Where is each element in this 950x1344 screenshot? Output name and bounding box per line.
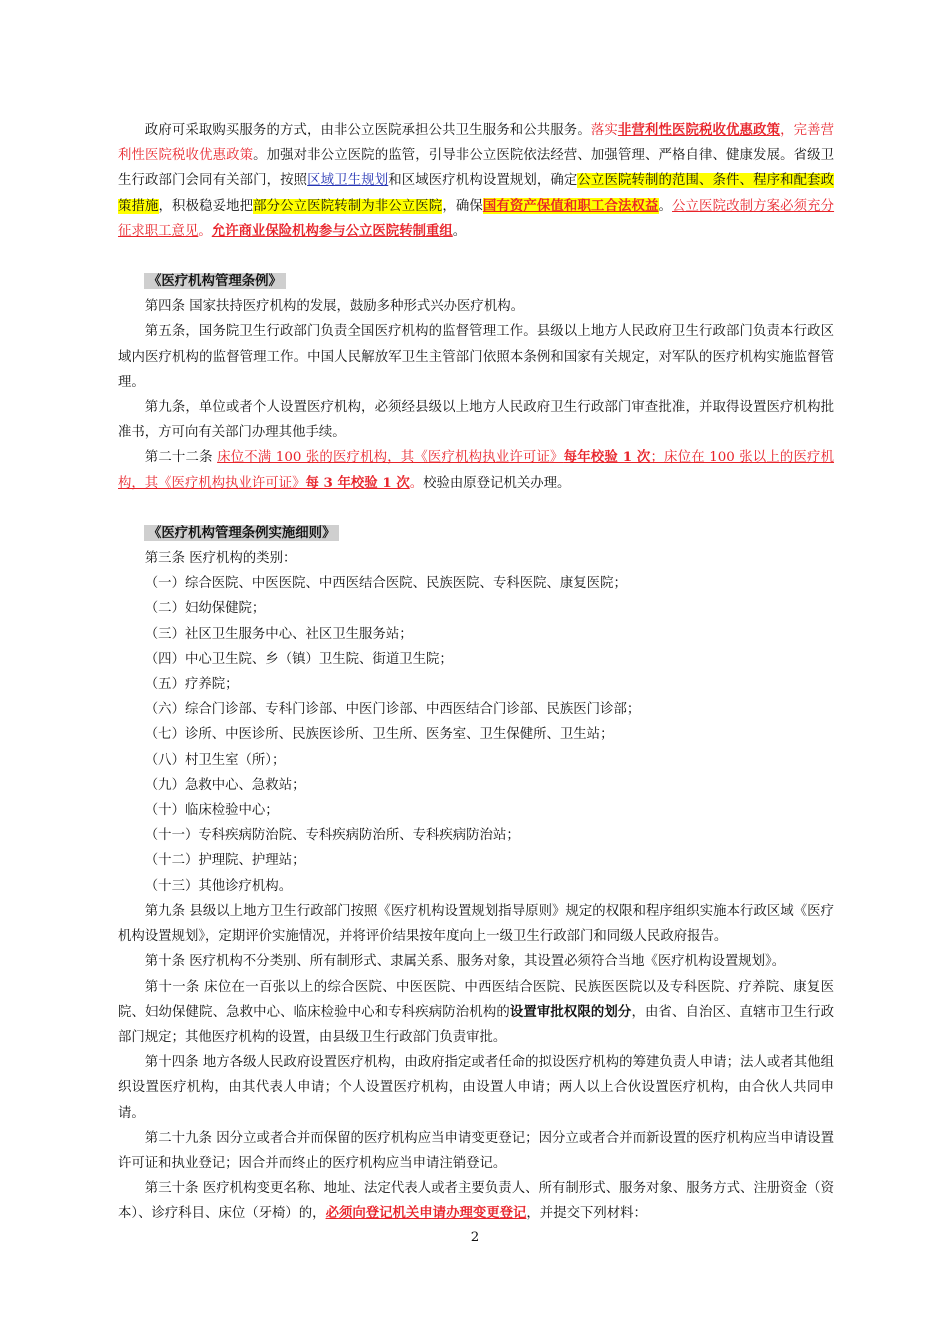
article-5: 第五条，国务院卫生行政部门负责全国医疗机构的监督管理工作。县级以上地方人民政府卫生行政部门负责本行政区域内医疗机构的监督管理工作。中国人民解放军卫生主管部门依照本条例和国家有关规定，对军队的医疗机构实施监督管理。 bbox=[118, 324, 834, 390]
bold-text: 设置审批权限的划分 bbox=[509, 1003, 632, 1020]
emphasis-text: 每年校验 1 次 bbox=[563, 449, 651, 466]
emphasis-text: 公立医院改制方案必须充分征求职工意见 bbox=[118, 198, 835, 239]
category-item: （一）综合医院、中医医院、中西医结合医院、民族医院、专科医院、康复医院； bbox=[144, 576, 627, 592]
text-span: 第十一条 床位在一百张以上的综合医院、中医医院、中西医结合医院、民族医医院以及专科医院、疗养院、康复医院、妇幼保健院、急救中心、临床检验中心和专科疾病防治机构的 bbox=[118, 979, 834, 1020]
impl-article-30 bbox=[118, 1176, 834, 1226]
highlighted-text: 国有资产保值和职工合法权益 bbox=[482, 197, 659, 214]
category-item: （十二）护理院、护理站； bbox=[144, 853, 306, 869]
section-title-implementation-rules: 《医疗机构管理条例实施细则》 bbox=[144, 525, 339, 541]
text-span: 政府可采取购买服务的方式，由非公立医院承担公共卫生服务和公共服务。 bbox=[144, 123, 591, 138]
category-item: （十一）专科疾病防治院、专科疾病防治所、专科疾病防治站； bbox=[144, 828, 520, 844]
highlighted-text: 公立医院转制的范围、条件、程序和配套政策措施 bbox=[118, 173, 835, 214]
text-span: ，积极稳妥地把 bbox=[158, 198, 254, 214]
article-9: 第九条，单位或者个人设置医疗机构，必须经县级以上地方人民政府卫生行政部门审查批准，并取得设置医疗机构批准书，方可向有关部门办理其他手续。 bbox=[118, 400, 834, 441]
emphasis-text: 必须向登记机关申请办理变更登记 bbox=[325, 1205, 527, 1222]
text-span: 。 bbox=[452, 223, 467, 239]
text-span: 落实 bbox=[590, 123, 618, 138]
category-item: （五）疗养院； bbox=[144, 677, 239, 693]
text-span: ，并提交下列材料： bbox=[526, 1206, 647, 1222]
category-item: （二）妇幼保健院； bbox=[144, 601, 266, 617]
article-4: 第四条 国家扶持医疗机构的发展，鼓励多种形式兴办医疗机构。 bbox=[144, 299, 524, 315]
spacer bbox=[118, 496, 834, 521]
impl-article-11 bbox=[118, 975, 834, 1051]
category-item: （六）综合门诊部、专科门诊部、中医门诊部、中西医结合门诊部、民族医门诊部； bbox=[144, 702, 641, 718]
article-3: 第三条 医疗机构的类别： bbox=[144, 551, 297, 567]
text-span: 。加强对非公立医院的监管，引导非公立医院依法经营、加强管理、严格自律、健康发展。省级卫生行政部门会同有关部门，按照 bbox=[118, 148, 835, 189]
category-item: （七）诊所、中医诊所、民族医诊所、卫生所、医务室、卫生保健所、卫生站； bbox=[144, 727, 614, 743]
impl-article-29: 第二十九条 因分立或者合并而保留的医疗机构应当申请变更登记；因分立或者合并而新设置的医疗机构应当申请设置许可证和执业登记；因合并而终止的医疗机构应当申请注销登记。 bbox=[118, 1130, 834, 1171]
impl-article-9: 第九条 县级以上地方卫生行政部门按照《医疗机构设置规划指导原则》规定的权限和程序组织实施本行政区域《医疗机构设置规划》，定期评价实施情况，并将评价结果按年度向上一级卫生行政部门和同级人民政府报告。 bbox=[118, 903, 834, 945]
category-item: （八）村卫生室（所）； bbox=[144, 752, 286, 768]
text-span: 。 bbox=[658, 198, 673, 214]
text-span: 校验由原登记机关办理。 bbox=[423, 475, 571, 491]
category-item: （十）临床检验中心； bbox=[144, 803, 279, 819]
regional-health-plan-link[interactable]: 区域卫生规划 bbox=[307, 173, 389, 189]
spacer bbox=[118, 244, 834, 269]
article-label: 第二十二条 bbox=[144, 450, 218, 466]
text-span: ，确保 bbox=[442, 198, 483, 214]
impl-article-10: 第十条 医疗机构不分类别、所有制形式、隶属关系、服务对象，其设置必须符合当地《医疗机构设置规划》。 bbox=[144, 954, 786, 970]
document-body bbox=[118, 118, 834, 1227]
emphasis-text: ；床位在 100 张以上的医疗机构，其《医疗机构执业许可证》 bbox=[118, 450, 835, 491]
paragraph-nonpublic-hospitals bbox=[118, 118, 834, 244]
text-span: 和区域医疗机构设置规划，确定 bbox=[388, 173, 578, 189]
emphasis-text: 每 3 年校验 1 次 bbox=[305, 474, 410, 491]
emphasis-text: 床位不满 100 张的医疗机构，其《医疗机构执业许可证》 bbox=[217, 450, 564, 466]
text-span: 第三十条 医疗机构变更名称、地址、法定代表人或者主要负责人、所有制形式、服务对象、服务方式、注册资金（资本）、诊疗科目、床位（牙椅）的， bbox=[118, 1181, 834, 1222]
text-span: 。 bbox=[198, 223, 212, 239]
highlighted-text: 部分公立医院转制为非公立医院 bbox=[253, 198, 443, 214]
emphasis-text: 允许商业保险机构参与公立医院转制重组 bbox=[211, 222, 453, 239]
category-list bbox=[118, 571, 834, 899]
category-item: （四）中心卫生院、乡（镇）卫生院、街道卫生院； bbox=[144, 651, 453, 667]
section-title-regulations: 《医疗机构管理条例》 bbox=[144, 273, 286, 289]
category-item: （三）社区卫生服务中心、社区卫生服务站； bbox=[144, 626, 413, 642]
text-span: 。 bbox=[409, 475, 424, 491]
article-22 bbox=[118, 445, 834, 495]
category-item: （十三）其他诊疗机构。 bbox=[144, 878, 293, 894]
page-number: 2 bbox=[470, 1230, 480, 1245]
impl-article-14: 第十四条 地方各级人民政府设置医疗机构，由政府指定或者任命的拟设医疗机构的筹建负责人申请；法人或者其他组织设置医疗机构，由其代表人申请；个人设置医疗机构，由设置人申请；两人以上合伙设置医疗机构，由合伙人共同申请。 bbox=[118, 1055, 834, 1121]
text-span: ，由省、自治区、直辖市卫生行政部门规定；其他医疗机构的设置，由县级卫生行政部门负责审批。 bbox=[118, 1004, 835, 1045]
category-item: （九）急救中心、急救站； bbox=[144, 777, 306, 793]
emphasis-text: 非营利性医院税收优惠政策 bbox=[617, 122, 781, 138]
text-span: ，完善营利性医院税收优惠政策 bbox=[118, 123, 835, 164]
